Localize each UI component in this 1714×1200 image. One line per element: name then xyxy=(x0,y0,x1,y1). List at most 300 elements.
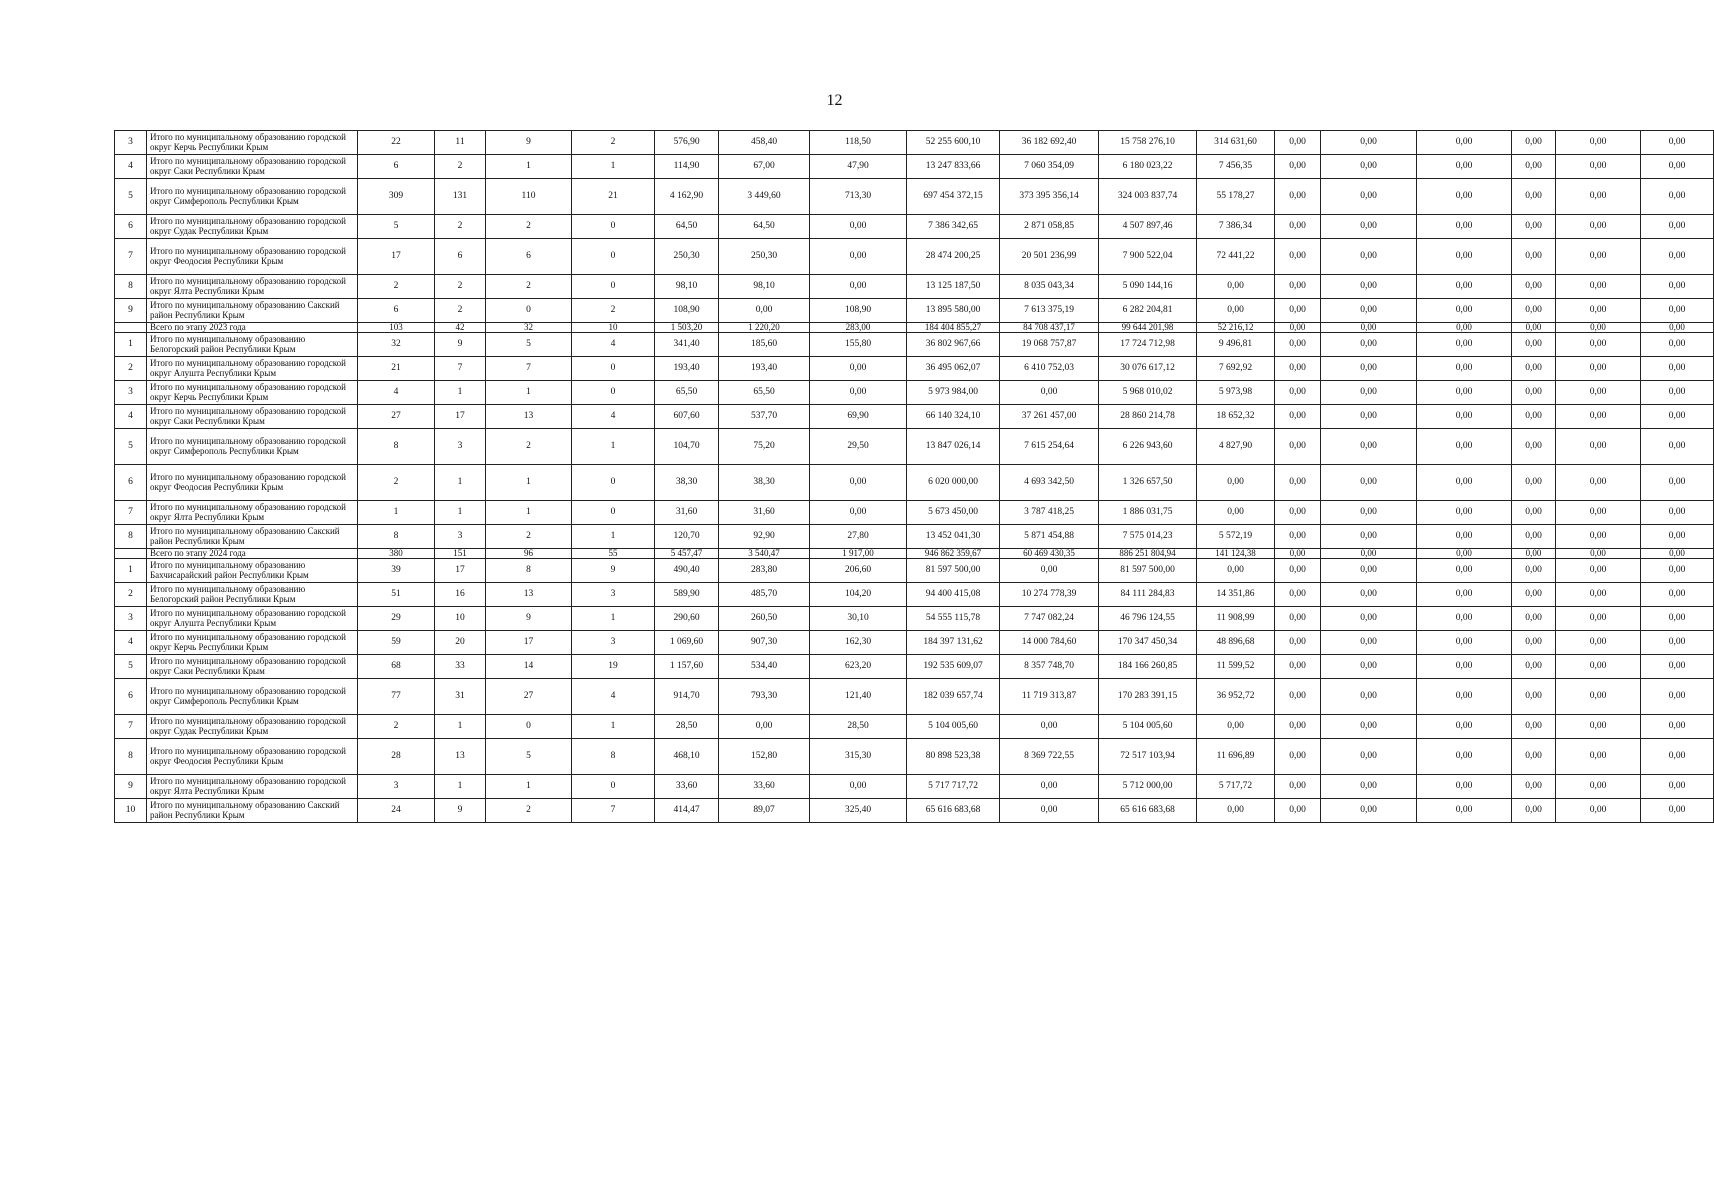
table-row xyxy=(115,715,1714,739)
cell-value: 36 802 967,66 xyxy=(907,333,1000,357)
cell-value: 1 xyxy=(486,775,572,799)
cell-value: 0 xyxy=(486,299,572,323)
cell-value: 0,00 xyxy=(1512,549,1556,559)
cell-value: 13 xyxy=(486,583,572,607)
cell-value: 0,00 xyxy=(1512,381,1556,405)
cell-value: 0,00 xyxy=(1512,155,1556,179)
row-number: 8 xyxy=(115,275,147,299)
cell-value: 7 xyxy=(435,357,486,381)
cell-value: 0,00 xyxy=(1556,559,1641,583)
cell-value: 0,00 xyxy=(1000,715,1099,739)
cell-value: 0,00 xyxy=(1275,549,1321,559)
row-number: 6 xyxy=(115,465,147,501)
cell-value: 0,00 xyxy=(1197,715,1275,739)
cell-value: 0,00 xyxy=(1556,357,1641,381)
cell-value: 1 503,20 xyxy=(655,323,719,333)
cell-value: 0,00 xyxy=(1417,179,1512,215)
cell-value: 0,00 xyxy=(1417,583,1512,607)
cell-value: 170 283 391,15 xyxy=(1099,679,1197,715)
cell-value: 11 719 313,87 xyxy=(1000,679,1099,715)
cell-value: 0,00 xyxy=(1512,275,1556,299)
cell-value: 260,50 xyxy=(719,607,810,631)
cell-value: 0,00 xyxy=(1321,405,1417,429)
row-name: Итого по муниципальному образованию Бахчисарайский район Республики Крым xyxy=(147,559,358,583)
cell-value: 7 386 342,65 xyxy=(907,215,1000,239)
cell-value: 0,00 xyxy=(1556,215,1641,239)
cell-value: 0,00 xyxy=(1512,333,1556,357)
cell-value: 2 xyxy=(486,275,572,299)
cell-value: 2 xyxy=(358,465,435,501)
cell-value: 19 068 757,87 xyxy=(1000,333,1099,357)
cell-value: 325,40 xyxy=(810,799,907,823)
cell-value: 20 501 236,99 xyxy=(1000,239,1099,275)
cell-value: 468,10 xyxy=(655,739,719,775)
cell-value: 104,70 xyxy=(655,429,719,465)
cell-value: 17 xyxy=(435,559,486,583)
cell-value: 0 xyxy=(572,381,655,405)
cell-value: 80 898 523,38 xyxy=(907,739,1000,775)
cell-value: 1 886 031,75 xyxy=(1099,501,1197,525)
cell-value: 0,00 xyxy=(1512,525,1556,549)
cell-value: 250,30 xyxy=(655,239,719,275)
row-number xyxy=(115,549,147,559)
row-number: 9 xyxy=(115,299,147,323)
cell-value: 2 xyxy=(486,429,572,465)
row-name: Итого по муниципальному образованию городской округ Симферополь Республики Крым xyxy=(147,429,358,465)
cell-value: 0,00 xyxy=(1321,799,1417,823)
cell-value: 5 xyxy=(486,739,572,775)
cell-value: 65,50 xyxy=(719,381,810,405)
cell-value: 0,00 xyxy=(1512,607,1556,631)
cell-value: 21 xyxy=(572,179,655,215)
cell-value: 0,00 xyxy=(1275,679,1321,715)
cell-value: 2 xyxy=(486,215,572,239)
table-row xyxy=(115,583,1714,607)
cell-value: 6 xyxy=(358,155,435,179)
row-name: Итого по муниципальному образованию городской округ Саки Республики Крым xyxy=(147,655,358,679)
cell-value: 534,40 xyxy=(719,655,810,679)
cell-value: 36 495 062,07 xyxy=(907,357,1000,381)
table-row xyxy=(115,299,1714,323)
cell-value: 0,00 xyxy=(810,465,907,501)
row-name: Итого по муниципальному образованию городской округ Судак Республики Крым xyxy=(147,715,358,739)
cell-value: 0,00 xyxy=(719,299,810,323)
cell-value: 713,30 xyxy=(810,179,907,215)
cell-value: 29 xyxy=(358,607,435,631)
row-number: 9 xyxy=(115,775,147,799)
cell-value: 0,00 xyxy=(1641,333,1714,357)
cell-value: 4 827,90 xyxy=(1197,429,1275,465)
cell-value: 10 xyxy=(435,607,486,631)
table-row xyxy=(115,179,1714,215)
cell-value: 0,00 xyxy=(1641,655,1714,679)
cell-value: 0,00 xyxy=(1321,583,1417,607)
cell-value: 1 xyxy=(435,381,486,405)
cell-value: 184 397 131,62 xyxy=(907,631,1000,655)
cell-value: 22 xyxy=(358,131,435,155)
cell-value: 162,30 xyxy=(810,631,907,655)
cell-value: 0,00 xyxy=(1556,299,1641,323)
cell-value: 37 261 457,00 xyxy=(1000,405,1099,429)
cell-value: 0,00 xyxy=(1000,799,1099,823)
cell-value: 0,00 xyxy=(1321,429,1417,465)
row-number: 1 xyxy=(115,559,147,583)
cell-value: 0,00 xyxy=(1641,465,1714,501)
cell-value: 2 xyxy=(572,131,655,155)
cell-value: 5 104 005,60 xyxy=(907,715,1000,739)
cell-value: 0,00 xyxy=(1641,583,1714,607)
cell-value: 0,00 xyxy=(1512,357,1556,381)
cell-value: 0,00 xyxy=(1417,357,1512,381)
cell-value: 8 xyxy=(486,559,572,583)
cell-value: 0,00 xyxy=(1641,679,1714,715)
cell-value: 0,00 xyxy=(1275,381,1321,405)
cell-value: 17 xyxy=(358,239,435,275)
cell-value: 1 xyxy=(435,715,486,739)
row-number: 2 xyxy=(115,583,147,607)
cell-value: 9 xyxy=(572,559,655,583)
cell-value: 65 616 683,68 xyxy=(1099,799,1197,823)
table-row xyxy=(115,239,1714,275)
cell-value: 6 180 023,22 xyxy=(1099,155,1197,179)
row-name: Итого по муниципальному образованию городской округ Ялта Республики Крым xyxy=(147,501,358,525)
cell-value: 151 xyxy=(435,549,486,559)
row-number: 4 xyxy=(115,631,147,655)
cell-value: 193,40 xyxy=(655,357,719,381)
cell-value: 0,00 xyxy=(1321,299,1417,323)
cell-value: 0,00 xyxy=(1641,131,1714,155)
cell-value: 0,00 xyxy=(1417,215,1512,239)
row-number: 10 xyxy=(115,799,147,823)
cell-value: 1 917,00 xyxy=(810,549,907,559)
table-row xyxy=(115,655,1714,679)
cell-value: 1 326 657,50 xyxy=(1099,465,1197,501)
cell-value: 0 xyxy=(572,465,655,501)
cell-value: 1 xyxy=(358,501,435,525)
cell-value: 3 xyxy=(572,583,655,607)
cell-value: 314 631,60 xyxy=(1197,131,1275,155)
cell-value: 0,00 xyxy=(1556,655,1641,679)
cell-value: 0,00 xyxy=(1556,381,1641,405)
cell-value: 13 452 041,30 xyxy=(907,525,1000,549)
cell-value: 5 673 450,00 xyxy=(907,501,1000,525)
cell-value: 3 540,47 xyxy=(719,549,810,559)
cell-value: 1 069,60 xyxy=(655,631,719,655)
cell-value: 5 717,72 xyxy=(1197,775,1275,799)
row-name: Всего по этапу 2023 года xyxy=(147,323,358,333)
cell-value: 2 xyxy=(358,715,435,739)
cell-value: 0,00 xyxy=(1321,501,1417,525)
cell-value: 0,00 xyxy=(810,275,907,299)
cell-value: 59 xyxy=(358,631,435,655)
row-number: 6 xyxy=(115,679,147,715)
cell-value: 98,10 xyxy=(719,275,810,299)
cell-value: 0,00 xyxy=(1321,239,1417,275)
cell-value: 66 140 324,10 xyxy=(907,405,1000,429)
cell-value: 75,20 xyxy=(719,429,810,465)
cell-value: 108,90 xyxy=(810,299,907,323)
cell-value: 1 220,20 xyxy=(719,323,810,333)
cell-value: 0,00 xyxy=(1556,155,1641,179)
table-row xyxy=(115,465,1714,501)
cell-value: 0,00 xyxy=(1417,465,1512,501)
row-number: 7 xyxy=(115,239,147,275)
cell-value: 6 xyxy=(486,239,572,275)
cell-value: 0,00 xyxy=(1417,559,1512,583)
cell-value: 0,00 xyxy=(1512,583,1556,607)
cell-value: 170 347 450,34 xyxy=(1099,631,1197,655)
cell-value: 0,00 xyxy=(1641,631,1714,655)
cell-value: 0,00 xyxy=(1417,333,1512,357)
cell-value: 10 274 778,39 xyxy=(1000,583,1099,607)
cell-value: 0,00 xyxy=(1641,381,1714,405)
cell-value: 206,60 xyxy=(810,559,907,583)
cell-value: 99 644 201,98 xyxy=(1099,323,1197,333)
cell-value: 65,50 xyxy=(655,381,719,405)
row-name: Итого по муниципальному образованию городской округ Феодосия Республики Крым xyxy=(147,465,358,501)
cell-value: 5 973 984,00 xyxy=(907,381,1000,405)
table-row xyxy=(115,679,1714,715)
cell-value: 0,00 xyxy=(1641,275,1714,299)
cell-value: 0,00 xyxy=(1417,239,1512,275)
cell-value: 31,60 xyxy=(719,501,810,525)
cell-value: 114,90 xyxy=(655,155,719,179)
cell-value: 0,00 xyxy=(1556,429,1641,465)
cell-value: 0,00 xyxy=(1321,155,1417,179)
cell-value: 0,00 xyxy=(1321,333,1417,357)
cell-value: 0,00 xyxy=(1641,799,1714,823)
cell-value: 0,00 xyxy=(1417,549,1512,559)
cell-value: 7 900 522,04 xyxy=(1099,239,1197,275)
cell-value: 0,00 xyxy=(1275,429,1321,465)
cell-value: 39 xyxy=(358,559,435,583)
cell-value: 52 216,12 xyxy=(1197,323,1275,333)
cell-value: 14 xyxy=(486,655,572,679)
table-row xyxy=(115,275,1714,299)
table-total-row xyxy=(115,549,1714,559)
cell-value: 0,00 xyxy=(1321,465,1417,501)
cell-value: 36 182 692,40 xyxy=(1000,131,1099,155)
cell-value: 0,00 xyxy=(1556,501,1641,525)
cell-value: 108,90 xyxy=(655,299,719,323)
cell-value: 914,70 xyxy=(655,679,719,715)
table-row xyxy=(115,357,1714,381)
cell-value: 42 xyxy=(435,323,486,333)
cell-value: 0,00 xyxy=(1275,775,1321,799)
row-name: Итого по муниципальному образованию Сакский район Республики Крым xyxy=(147,525,358,549)
cell-value: 250,30 xyxy=(719,239,810,275)
cell-value: 0,00 xyxy=(1417,775,1512,799)
cell-value: 182 039 657,74 xyxy=(907,679,1000,715)
cell-value: 0,00 xyxy=(1512,715,1556,739)
cell-value: 0,00 xyxy=(1275,465,1321,501)
row-name: Итого по муниципальному образованию городской округ Симферополь Республики Крым xyxy=(147,679,358,715)
cell-value: 184 166 260,85 xyxy=(1099,655,1197,679)
cell-value: 0,00 xyxy=(1275,239,1321,275)
cell-value: 103 xyxy=(358,323,435,333)
cell-value: 3 787 418,25 xyxy=(1000,501,1099,525)
row-name: Итого по муниципальному образованию городской округ Ялта Республики Крым xyxy=(147,275,358,299)
cell-value: 193,40 xyxy=(719,357,810,381)
cell-value: 0,00 xyxy=(1197,465,1275,501)
cell-value: 0,00 xyxy=(810,501,907,525)
cell-value: 0,00 xyxy=(1641,501,1714,525)
cell-value: 1 xyxy=(435,501,486,525)
cell-value: 0,00 xyxy=(1275,179,1321,215)
table-total-row xyxy=(115,323,1714,333)
cell-value: 7 060 354,09 xyxy=(1000,155,1099,179)
cell-value: 0,00 xyxy=(1512,429,1556,465)
cell-value: 0,00 xyxy=(1556,323,1641,333)
table-row xyxy=(115,215,1714,239)
cell-value: 0,00 xyxy=(810,775,907,799)
cell-value: 2 xyxy=(358,275,435,299)
cell-value: 0,00 xyxy=(1417,323,1512,333)
cell-value: 2 xyxy=(435,275,486,299)
cell-value: 0,00 xyxy=(1417,299,1512,323)
cell-value: 5 457,47 xyxy=(655,549,719,559)
cell-value: 0,00 xyxy=(1512,179,1556,215)
cell-value: 0,00 xyxy=(1321,559,1417,583)
row-name: Итого по муниципальному образованию городской округ Керчь Республики Крым xyxy=(147,381,358,405)
cell-value: 0,00 xyxy=(1556,131,1641,155)
cell-value: 155,80 xyxy=(810,333,907,357)
cell-value: 0,00 xyxy=(1512,631,1556,655)
cell-value: 0 xyxy=(486,715,572,739)
cell-value: 64,50 xyxy=(655,215,719,239)
cell-value: 0,00 xyxy=(1641,299,1714,323)
cell-value: 28 474 200,25 xyxy=(907,239,1000,275)
cell-value: 0,00 xyxy=(1000,775,1099,799)
cell-value: 16 xyxy=(435,583,486,607)
cell-value: 0,00 xyxy=(1000,381,1099,405)
cell-value: 1 xyxy=(435,775,486,799)
cell-value: 0,00 xyxy=(1417,655,1512,679)
cell-value: 380 xyxy=(358,549,435,559)
cell-value: 0,00 xyxy=(1556,239,1641,275)
cell-value: 0,00 xyxy=(1321,381,1417,405)
cell-value: 0,00 xyxy=(1417,739,1512,775)
cell-value: 28 860 214,78 xyxy=(1099,405,1197,429)
cell-value: 72 517 103,94 xyxy=(1099,739,1197,775)
cell-value: 13 247 833,66 xyxy=(907,155,1000,179)
row-number: 4 xyxy=(115,405,147,429)
cell-value: 0,00 xyxy=(1275,655,1321,679)
cell-value: 9 xyxy=(486,131,572,155)
cell-value: 2 xyxy=(572,299,655,323)
cell-value: 0,00 xyxy=(1321,631,1417,655)
cell-value: 0,00 xyxy=(1197,799,1275,823)
cell-value: 6 282 204,81 xyxy=(1099,299,1197,323)
cell-value: 0,00 xyxy=(1417,275,1512,299)
row-name: Итого по муниципальному образованию Сакский район Республики Крым xyxy=(147,799,358,823)
cell-value: 4 xyxy=(572,405,655,429)
cell-value: 118,50 xyxy=(810,131,907,155)
cell-value: 0,00 xyxy=(1417,631,1512,655)
row-number: 5 xyxy=(115,655,147,679)
cell-value: 68 xyxy=(358,655,435,679)
table-row xyxy=(115,501,1714,525)
cell-value: 0,00 xyxy=(1321,323,1417,333)
cell-value: 11 599,52 xyxy=(1197,655,1275,679)
cell-value: 0,00 xyxy=(1641,155,1714,179)
cell-value: 1 xyxy=(572,525,655,549)
row-name: Итого по муниципальному образованию Белогорский район Республики Крым xyxy=(147,583,358,607)
cell-value: 121,40 xyxy=(810,679,907,715)
cell-value: 6 xyxy=(358,299,435,323)
cell-value: 13 xyxy=(486,405,572,429)
cell-value: 0,00 xyxy=(1512,239,1556,275)
cell-value: 11 908,99 xyxy=(1197,607,1275,631)
table-row xyxy=(115,559,1714,583)
cell-value: 283,00 xyxy=(810,323,907,333)
cell-value: 192 535 609,07 xyxy=(907,655,1000,679)
cell-value: 81 597 500,00 xyxy=(907,559,1000,583)
row-number xyxy=(115,323,147,333)
table-row xyxy=(115,155,1714,179)
cell-value: 185,60 xyxy=(719,333,810,357)
cell-value: 2 xyxy=(486,525,572,549)
cell-value: 309 xyxy=(358,179,435,215)
cell-value: 0,00 xyxy=(1321,549,1417,559)
cell-value: 290,60 xyxy=(655,607,719,631)
cell-value: 14 351,86 xyxy=(1197,583,1275,607)
table-row xyxy=(115,739,1714,775)
cell-value: 7 xyxy=(486,357,572,381)
cell-value: 7 747 082,24 xyxy=(1000,607,1099,631)
cell-value: 0,00 xyxy=(1321,715,1417,739)
cell-value: 24 xyxy=(358,799,435,823)
cell-value: 10 xyxy=(572,323,655,333)
cell-value: 36 952,72 xyxy=(1197,679,1275,715)
row-name: Итого по муниципальному образованию Белогорский район Республики Крым xyxy=(147,333,358,357)
cell-value: 55 xyxy=(572,549,655,559)
cell-value: 54 555 115,78 xyxy=(907,607,1000,631)
cell-value: 0,00 xyxy=(1641,775,1714,799)
table-row xyxy=(115,607,1714,631)
table-row xyxy=(115,631,1714,655)
cell-value: 11 xyxy=(435,131,486,155)
cell-value: 3 xyxy=(435,525,486,549)
cell-value: 0,00 xyxy=(1641,715,1714,739)
cell-value: 19 xyxy=(572,655,655,679)
cell-value: 793,30 xyxy=(719,679,810,715)
cell-value: 89,07 xyxy=(719,799,810,823)
cell-value: 98,10 xyxy=(655,275,719,299)
row-name: Итого по муниципальному образованию городской округ Керчь Республики Крым xyxy=(147,131,358,155)
cell-value: 0,00 xyxy=(1512,323,1556,333)
row-number: 1 xyxy=(115,333,147,357)
row-number: 7 xyxy=(115,501,147,525)
cell-value: 6 xyxy=(435,239,486,275)
cell-value: 0,00 xyxy=(1512,299,1556,323)
cell-value: 0,00 xyxy=(1275,215,1321,239)
cell-value: 92,90 xyxy=(719,525,810,549)
cell-value: 131 xyxy=(435,179,486,215)
cell-value: 81 597 500,00 xyxy=(1099,559,1197,583)
cell-value: 1 xyxy=(572,155,655,179)
cell-value: 0,00 xyxy=(1417,525,1512,549)
cell-value: 0,00 xyxy=(1556,275,1641,299)
cell-value: 0,00 xyxy=(1275,525,1321,549)
row-number: 3 xyxy=(115,607,147,631)
cell-value: 0,00 xyxy=(810,239,907,275)
cell-value: 0,00 xyxy=(1197,275,1275,299)
cell-value: 0,00 xyxy=(1512,131,1556,155)
cell-value: 0,00 xyxy=(1556,405,1641,429)
cell-value: 7 386,34 xyxy=(1197,215,1275,239)
cell-value: 1 xyxy=(486,501,572,525)
